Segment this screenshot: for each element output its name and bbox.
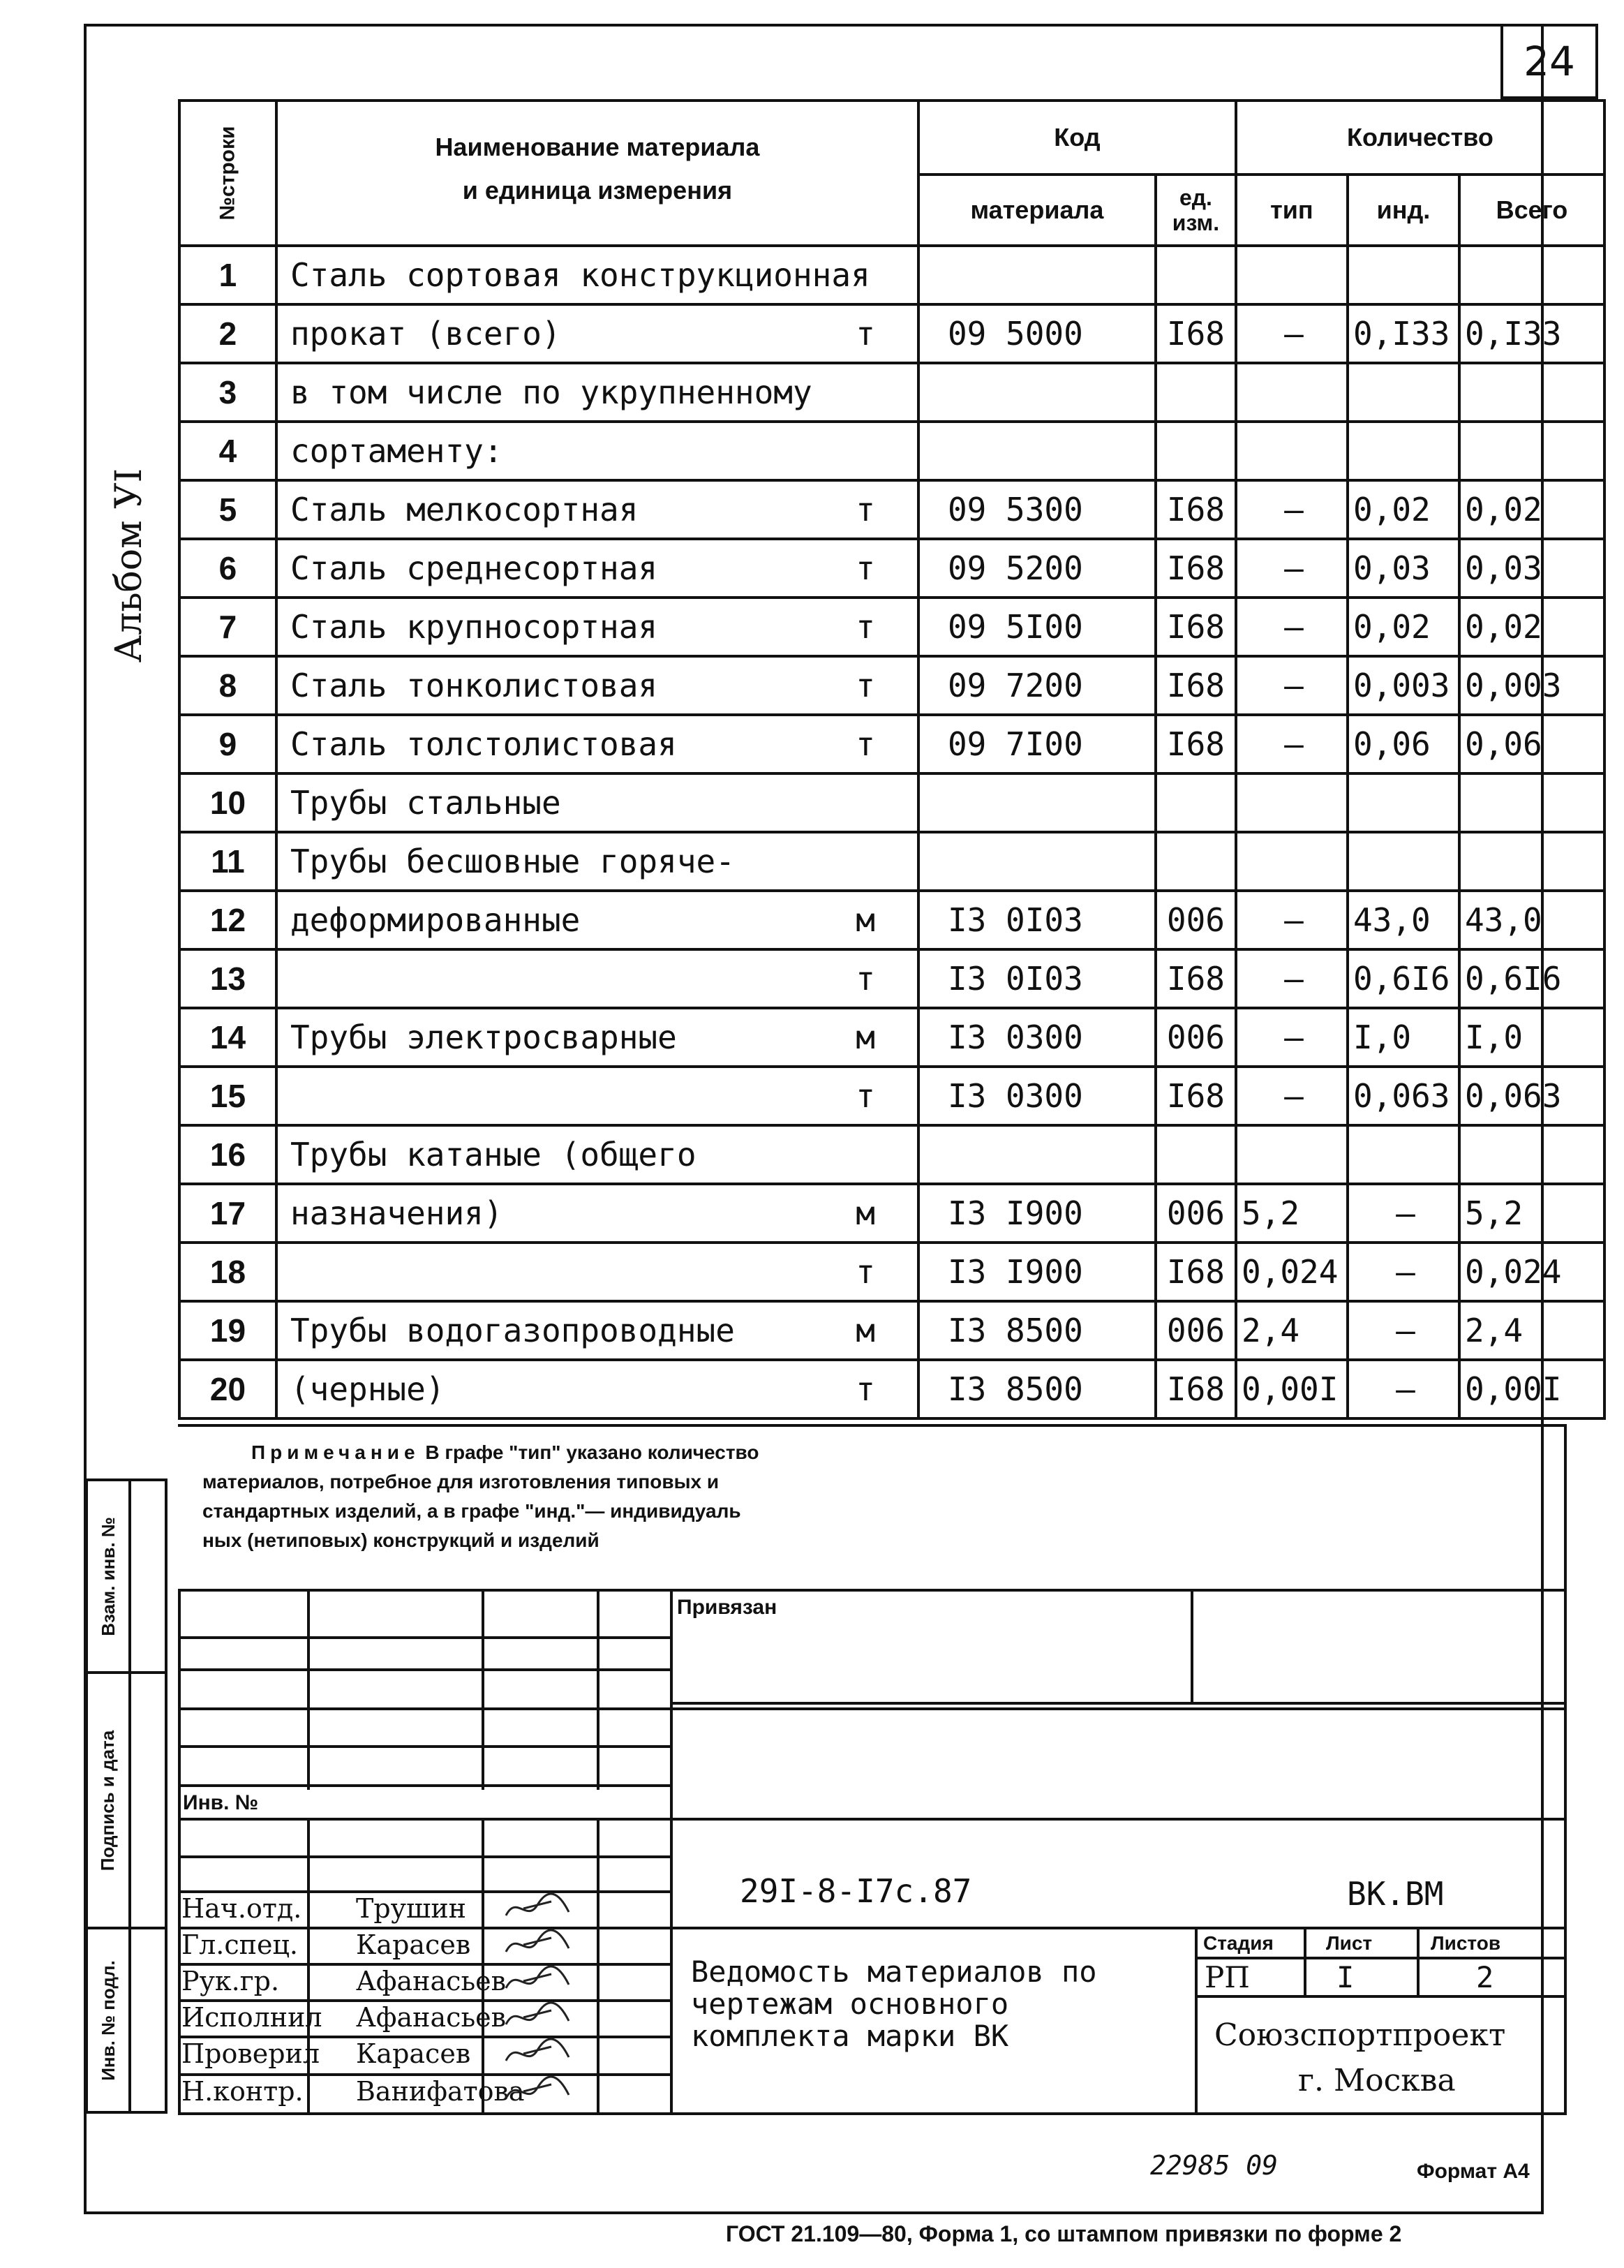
qty-type	[1236, 1125, 1348, 1184]
qty-total: 0,063	[1459, 1067, 1604, 1125]
signature-role: Проверил	[181, 2038, 320, 2069]
qty-ind	[1348, 832, 1459, 891]
qty-ind	[1348, 246, 1459, 304]
unit-of-measure: т	[856, 491, 875, 528]
qty-type: –	[1236, 304, 1348, 363]
unit-code: 006	[1156, 891, 1236, 949]
header-code: Код	[918, 101, 1236, 175]
material-name: Сталь мелкосортная т	[276, 480, 918, 539]
material-name: Сталь тонколистовая т	[276, 656, 918, 715]
qty-ind: 0,003	[1348, 656, 1459, 715]
row-number: 9	[179, 715, 276, 773]
signature-name: Афанасьев	[356, 1966, 507, 1996]
table-row	[179, 246, 1604, 304]
table-row	[179, 656, 1604, 715]
qty-type: 0,00I	[1236, 1360, 1348, 1418]
material-name	[276, 1067, 918, 1125]
footer-number: 22985 09	[1150, 2150, 1279, 2181]
material-code: I3 0I03	[918, 949, 1156, 1008]
qty-total	[1459, 422, 1604, 480]
qty-total	[1459, 363, 1604, 422]
row-number: 10	[179, 773, 276, 832]
material-name: (черные) т	[276, 1360, 918, 1418]
table-row	[179, 1301, 1604, 1360]
qty-ind: 0,6I6	[1348, 949, 1459, 1008]
header-quantity: Количество	[1236, 101, 1604, 175]
table-row	[179, 422, 1604, 480]
row-number: 2	[179, 304, 276, 363]
qty-type: 0,024	[1236, 1243, 1348, 1301]
org-city: г. Москва	[1298, 2063, 1456, 2098]
qty-ind	[1348, 773, 1459, 832]
table-row	[179, 480, 1604, 539]
material-code: 09 7200	[918, 656, 1156, 715]
qty-type	[1236, 832, 1348, 891]
qty-total: 0,024	[1459, 1243, 1604, 1301]
handwritten-signature	[502, 2033, 579, 2075]
material-code: I3 0300	[918, 1008, 1156, 1067]
qty-type: –	[1236, 656, 1348, 715]
qty-type: –	[1236, 539, 1348, 598]
table-row	[179, 891, 1604, 949]
side-column-podpis: Подпись и дата	[85, 1671, 167, 1929]
unit-code	[1156, 246, 1236, 304]
unit-of-measure: т	[856, 1077, 875, 1115]
material-code: I3 8500	[918, 1360, 1156, 1418]
qty-ind: 0,I33	[1348, 304, 1459, 363]
handwritten-signature	[502, 2070, 579, 2112]
qty-total: 43,0	[1459, 891, 1604, 949]
material-code: I3 8500	[918, 1301, 1156, 1360]
signature-name: Карасев	[356, 1929, 471, 1960]
row-number: 13	[179, 949, 276, 1008]
qty-total: 0,06	[1459, 715, 1604, 773]
qty-ind: –	[1348, 1301, 1459, 1360]
unit-of-measure: т	[856, 960, 875, 998]
unit-code: I68	[1156, 949, 1236, 1008]
material-code: 09 7I00	[918, 715, 1156, 773]
qty-ind: 0,02	[1348, 598, 1459, 656]
footer-format: Формат А4	[1417, 2160, 1530, 2183]
table-row	[179, 832, 1604, 891]
table-row	[179, 1243, 1604, 1301]
row-number: 12	[179, 891, 276, 949]
qty-ind: I,0	[1348, 1008, 1459, 1067]
row-number: 6	[179, 539, 276, 598]
header-total: Всего	[1459, 175, 1604, 246]
row-number: 3	[179, 363, 276, 422]
row-number: 19	[179, 1301, 276, 1360]
qty-ind: –	[1348, 1184, 1459, 1243]
material-code	[918, 246, 1156, 304]
row-number: 4	[179, 422, 276, 480]
qty-type	[1236, 246, 1348, 304]
qty-ind: 0,06	[1348, 715, 1459, 773]
row-number: 14	[179, 1008, 276, 1067]
unit-code: I68	[1156, 539, 1236, 598]
qty-total: 0,03	[1459, 539, 1604, 598]
row-number: 11	[179, 832, 276, 891]
unit-code	[1156, 773, 1236, 832]
signature-role: Нач.отд.	[181, 1893, 302, 1924]
unit-of-measure: т	[856, 667, 875, 704]
unit-code	[1156, 422, 1236, 480]
stage-value: РП	[1205, 1960, 1250, 1994]
material-name: Сталь среднесортная т	[276, 539, 918, 598]
qty-ind	[1348, 1125, 1459, 1184]
row-number: 15	[179, 1067, 276, 1125]
material-name: деформированные м	[276, 891, 918, 949]
row-number: 1	[179, 246, 276, 304]
unit-code: I68	[1156, 1067, 1236, 1125]
table-row	[179, 539, 1604, 598]
material-code: 09 5300	[918, 480, 1156, 539]
qty-ind: 0,063	[1348, 1067, 1459, 1125]
signature-role: Н.контр.	[181, 2076, 304, 2107]
qty-ind	[1348, 422, 1459, 480]
sheet-label: Лист	[1326, 1932, 1373, 1954]
qty-type: –	[1236, 480, 1348, 539]
material-code	[918, 363, 1156, 422]
table-row	[179, 949, 1604, 1008]
handwritten-signature	[502, 1924, 579, 1966]
header-type: тип	[1236, 175, 1348, 246]
qty-ind: –	[1348, 1243, 1459, 1301]
material-name: Трубы электросварные м	[276, 1008, 918, 1067]
qty-total: 0,02	[1459, 480, 1604, 539]
doc-mark: ВК.ВМ	[1347, 1875, 1444, 1913]
doc-title: Ведомость материалов по чертежам основного комплекта марки ВК	[691, 1955, 1097, 2053]
qty-ind: 0,03	[1348, 539, 1459, 598]
qty-total	[1459, 1125, 1604, 1184]
material-code: I3 I900	[918, 1243, 1156, 1301]
table-row	[179, 1360, 1604, 1418]
org-name: Союзспортпроект	[1214, 2017, 1506, 2053]
table-row	[179, 1067, 1604, 1125]
side-column-inv-podl: Инв. № подл.	[85, 1927, 167, 2114]
header-material: материала	[918, 175, 1156, 246]
materials-table	[178, 99, 1606, 1420]
material-name	[276, 949, 918, 1008]
unit-code: I68	[1156, 598, 1236, 656]
qty-type: 5,2	[1236, 1184, 1348, 1243]
unit-of-measure: м	[856, 1194, 875, 1232]
material-name: Сталь толстолистовая т	[276, 715, 918, 773]
material-code: 09 5200	[918, 539, 1156, 598]
material-name: Трубы стальные	[276, 773, 918, 832]
stage-label: Стадия	[1203, 1932, 1274, 1954]
material-code: 09 5000	[918, 304, 1156, 363]
signature-name: Трушин	[356, 1893, 467, 1924]
qty-total: 5,2	[1459, 1184, 1604, 1243]
qty-total	[1459, 246, 1604, 304]
qty-total: 0,00I	[1459, 1360, 1604, 1418]
material-name: Сталь сортовая конструкционная	[276, 246, 918, 304]
material-name: Трубы бесшовные горяче-	[276, 832, 918, 891]
qty-ind: 43,0	[1348, 891, 1459, 949]
material-name: Трубы катаные (общего	[276, 1125, 918, 1184]
qty-total: 0,6I6	[1459, 949, 1604, 1008]
table-row	[179, 1184, 1604, 1243]
qty-type: 2,4	[1236, 1301, 1348, 1360]
stamp-inv-no: Инв. №	[183, 1791, 259, 1814]
unit-code: I68	[1156, 715, 1236, 773]
table-row	[179, 363, 1604, 422]
qty-total: I,0	[1459, 1008, 1604, 1067]
row-number: 18	[179, 1243, 276, 1301]
signature-name: Карасев	[356, 2038, 471, 2069]
qty-total	[1459, 832, 1604, 891]
table-row	[179, 1125, 1604, 1184]
qty-type	[1236, 422, 1348, 480]
qty-type	[1236, 363, 1348, 422]
unit-of-measure: т	[856, 725, 875, 763]
qty-total: 0,003	[1459, 656, 1604, 715]
unit-code: 006	[1156, 1008, 1236, 1067]
unit-code	[1156, 363, 1236, 422]
row-number: 17	[179, 1184, 276, 1243]
material-name: назначения) м	[276, 1184, 918, 1243]
qty-ind	[1348, 363, 1459, 422]
sheets-label: Листов	[1431, 1932, 1501, 1954]
row-number: 20	[179, 1360, 276, 1418]
unit-of-measure: т	[856, 315, 875, 353]
qty-type: –	[1236, 1008, 1348, 1067]
unit-code: I68	[1156, 656, 1236, 715]
page-number: 24	[1500, 24, 1598, 99]
qty-type: –	[1236, 598, 1348, 656]
table-row	[179, 598, 1604, 656]
row-number: 16	[179, 1125, 276, 1184]
unit-code: I68	[1156, 1243, 1236, 1301]
signature-role: Исполнил	[181, 2002, 322, 2033]
row-number: 7	[179, 598, 276, 656]
material-code	[918, 773, 1156, 832]
qty-total: 2,4	[1459, 1301, 1604, 1360]
header-name: Наименование материала и единица измерения	[276, 101, 918, 246]
header-ind: инд.	[1348, 175, 1459, 246]
sheets-value: 2	[1476, 1960, 1494, 1994]
album-label: Альбом УI	[108, 468, 150, 663]
material-code: I3 0300	[918, 1067, 1156, 1125]
qty-type: –	[1236, 715, 1348, 773]
signature-role: Гл.спец.	[181, 1929, 298, 1960]
unit-of-measure: т	[856, 1370, 875, 1408]
material-name: сортаменту:	[276, 422, 918, 480]
qty-total: 0,02	[1459, 598, 1604, 656]
signature-role: Рук.гр.	[181, 1966, 280, 1996]
material-name: Трубы водогазопроводные м	[276, 1301, 918, 1360]
material-code	[918, 1125, 1156, 1184]
unit-of-measure: м	[856, 1312, 875, 1349]
material-code: I3 I900	[918, 1184, 1156, 1243]
handwritten-signature	[502, 1996, 579, 2038]
unit-of-measure: т	[856, 549, 875, 587]
table-row	[179, 304, 1604, 363]
note: Примечание В графе "тип" указано количество материалов, потребное для изготовления типовых и стандартных изделий, а в графе "инд."— индивидуаль ных (нетиповых) конструкций и изделий	[202, 1441, 759, 1551]
qty-type: –	[1236, 949, 1348, 1008]
table-row	[179, 773, 1604, 832]
signature-name: Афанасьев	[356, 2002, 507, 2033]
qty-ind: 0,02	[1348, 480, 1459, 539]
unit-code	[1156, 832, 1236, 891]
unit-of-measure: т	[856, 608, 875, 646]
qty-total: 0,I33	[1459, 304, 1604, 363]
unit-of-measure: м	[856, 1018, 875, 1056]
signature-name: Ванифатова	[356, 2076, 525, 2107]
material-name	[276, 1243, 918, 1301]
material-name: Сталь крупносортная т	[276, 598, 918, 656]
material-code: I3 0I03	[918, 891, 1156, 949]
material-name: в том числе по укрупненному	[276, 363, 918, 422]
header-unit: ед. изм.	[1156, 175, 1236, 246]
qty-ind: –	[1348, 1360, 1459, 1418]
table-row	[179, 1008, 1604, 1067]
table-row	[179, 715, 1604, 773]
unit-of-measure: м	[856, 901, 875, 939]
row-number: 8	[179, 656, 276, 715]
stamp-privyazan: Привязан	[677, 1596, 777, 1619]
unit-of-measure: т	[856, 1253, 875, 1291]
unit-code	[1156, 1125, 1236, 1184]
footer-gost: ГОСТ 21.109—80, Форма 1, со штампом привязки по форме 2	[726, 2221, 1402, 2246]
material-name: прокат (всего) т	[276, 304, 918, 363]
material-code: 09 5I00	[918, 598, 1156, 656]
material-code	[918, 832, 1156, 891]
header-row-no: №строки	[179, 101, 276, 246]
handwritten-signature	[502, 1888, 579, 1929]
row-number: 5	[179, 480, 276, 539]
unit-code: I68	[1156, 480, 1236, 539]
handwritten-signature	[502, 1960, 579, 2002]
unit-code: I68	[1156, 1360, 1236, 1418]
unit-code: 006	[1156, 1184, 1236, 1243]
qty-type	[1236, 773, 1348, 832]
qty-total	[1459, 773, 1604, 832]
material-code	[918, 422, 1156, 480]
side-column-vzam: Взам. инв. №	[85, 1478, 167, 1674]
qty-type: –	[1236, 1067, 1348, 1125]
unit-code: I68	[1156, 304, 1236, 363]
qty-type: –	[1236, 891, 1348, 949]
doc-code: 29I-8-I7с.87	[740, 1872, 972, 1910]
unit-code: 006	[1156, 1301, 1236, 1360]
sheet-value: I	[1336, 1960, 1355, 1994]
